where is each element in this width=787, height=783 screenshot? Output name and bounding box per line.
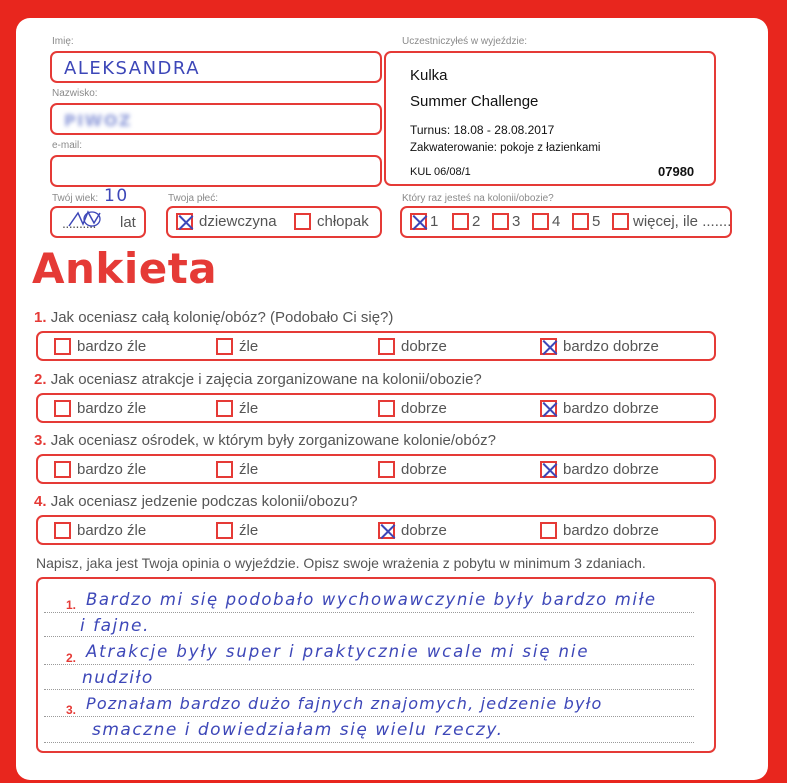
times-field (400, 206, 732, 238)
survey-title: Ankieta (32, 244, 218, 293)
ruled-line (44, 742, 694, 743)
surname-field[interactable] (50, 103, 382, 135)
q4-checkbox-1[interactable] (54, 522, 71, 539)
name-field[interactable] (50, 51, 382, 83)
question-2-text: Jak oceniasz atrakcje i zajęcia zorganizowane na kolonii/obozie? (50, 371, 482, 388)
ruled-line (44, 612, 694, 613)
question-1-number: 1. (34, 309, 47, 326)
opinion-line-4: nudziło (82, 668, 154, 688)
age-scribble (66, 208, 106, 235)
q4-option-2[interactable] (216, 522, 258, 539)
question-4-answers (36, 515, 716, 545)
q1-option-1[interactable] (54, 338, 146, 355)
opinion-line-2: i fajne. (80, 616, 150, 636)
checkbox-times-3[interactable] (492, 213, 509, 230)
q2-checkbox-3[interactable] (378, 400, 395, 417)
gender-label: Twoja płeć: (168, 193, 219, 204)
q3-option-4-label: bardzo dobrze (563, 461, 659, 478)
name-label: Imię: (52, 36, 74, 47)
question-4-text: Jak oceniasz jedzenie podczas kolonii/obozu? (50, 493, 358, 510)
name-value: ALEKSANDRA (64, 58, 201, 79)
trip-accommodation: Zakwaterowanie: pokoje z łazienkami (410, 142, 601, 154)
ruled-line (44, 716, 694, 717)
question-1-text: Jak oceniasz całą kolonię/obóz? (Podobało Ci się?) (50, 309, 394, 326)
times-option-2[interactable] (452, 213, 480, 230)
opinion-line-6: smaczne i dowiedziałam się wielu rzeczy. (92, 720, 504, 740)
times-option-2-label: 2 (472, 213, 481, 230)
times-option-1-label: 1 (430, 213, 439, 230)
q3-option-1[interactable] (54, 461, 146, 478)
q1-option-1-label: bardzo źle (77, 338, 147, 355)
opinion-line-3: Atrakcje były super i praktycznie wcale mi się nie (86, 642, 590, 661)
q1-option-3[interactable] (378, 338, 447, 355)
trip-code: KUL 06/08/1 (410, 166, 471, 178)
question-3-number: 3. (34, 432, 47, 449)
ruled-line (44, 636, 694, 637)
q4-option-1-label: bardzo źle (77, 522, 147, 539)
gender-option-girl-label: dziewczyna (199, 213, 277, 230)
checkbox-times-1[interactable] (410, 213, 427, 230)
q2-checkbox-4[interactable] (540, 400, 557, 417)
q2-option-2[interactable] (216, 400, 258, 417)
times-option-5-label: 5 (592, 213, 601, 230)
q1-checkbox-3[interactable] (378, 338, 395, 355)
q4-checkbox-3[interactable] (378, 522, 395, 539)
question-2-answers (36, 393, 716, 423)
surname-value: PIWOZ (64, 111, 133, 130)
q2-option-1[interactable] (54, 400, 146, 417)
age-suffix: lat (120, 214, 136, 231)
times-label: Który raz jesteś na kolonii/obozie? (402, 193, 554, 204)
question-3 (34, 432, 496, 449)
question-3-answers (36, 454, 716, 484)
q1-option-4-label: bardzo dobrze (563, 338, 659, 355)
q3-checkbox-2[interactable] (216, 461, 233, 478)
times-option-4-label: 4 (552, 213, 561, 230)
gender-option-boy[interactable] (294, 213, 369, 230)
q4-option-3-label: dobrze (401, 522, 447, 539)
gender-option-boy-label: chłopak (317, 213, 369, 230)
trip-number: 07980 (658, 164, 695, 179)
age-label: Twój wiek: (52, 193, 99, 204)
q4-option-1[interactable] (54, 522, 146, 539)
q4-checkbox-4[interactable] (540, 522, 557, 539)
q1-checkbox-4[interactable] (540, 338, 557, 355)
checkbox-girl[interactable] (176, 213, 193, 230)
age-dots: .......... (62, 215, 96, 231)
opinion-number-2: 2. (66, 651, 77, 665)
q4-option-3[interactable] (378, 522, 447, 539)
checkbox-times-2[interactable] (452, 213, 469, 230)
trip-label: Uczestniczyłeś w wyjeździe: (402, 36, 528, 47)
age-field[interactable] (50, 206, 146, 238)
question-4 (34, 493, 358, 510)
q2-checkbox-1[interactable] (54, 400, 71, 417)
question-4-number: 4. (34, 493, 47, 510)
opinion-number-1: 1. (66, 598, 77, 612)
opinion-number-3: 3. (66, 703, 77, 717)
q3-option-3[interactable] (378, 461, 447, 478)
times-option-3[interactable] (492, 213, 520, 230)
question-1 (34, 309, 393, 326)
q2-option-4[interactable] (540, 400, 659, 417)
checkbox-times-more[interactable] (612, 213, 629, 230)
opinion-line-5: Poznałam bardzo dużo fajnych znajomych, jedzenie było (86, 694, 603, 713)
q4-checkbox-2[interactable] (216, 522, 233, 539)
question-1-answers (36, 331, 716, 361)
q1-checkbox-1[interactable] (54, 338, 71, 355)
email-field[interactable] (50, 155, 382, 187)
q1-option-4[interactable] (540, 338, 659, 355)
trip-line2: Summer Challenge (410, 93, 539, 110)
q2-checkbox-2[interactable] (216, 400, 233, 417)
q3-checkbox-4[interactable] (540, 461, 557, 478)
q2-option-4-label: bardzo dobrze (563, 400, 659, 417)
times-option-4[interactable] (532, 213, 560, 230)
question-3-text: Jak oceniasz ośrodek, w którym były zorganizowane kolonie/obóz? (50, 432, 496, 449)
q2-option-3-label: dobrze (401, 400, 447, 417)
gender-option-girl[interactable] (176, 213, 277, 230)
q1-option-2-label: źle (239, 338, 259, 355)
checkbox-times-5[interactable] (572, 213, 589, 230)
checkbox-boy[interactable] (294, 213, 311, 230)
q3-option-2-label: źle (239, 461, 259, 478)
q2-option-3[interactable] (378, 400, 447, 417)
age-value: 10 (104, 186, 129, 206)
times-option-more-label: więcej, ile ....... (633, 213, 732, 230)
ruled-line (44, 689, 694, 690)
q4-option-4-label: bardzo dobrze (563, 522, 659, 539)
gender-field (166, 206, 382, 238)
opinion-prompt: Napisz, jaka jest Twoja opinia o wyjeździe. Opisz swoje wrażenia z pobytu w minimum 3 zdaniach. (36, 555, 646, 571)
times-option-more[interactable] (612, 213, 731, 230)
checkbox-times-4[interactable] (532, 213, 549, 230)
q3-checkbox-1[interactable] (54, 461, 71, 478)
q2-option-1-label: bardzo źle (77, 400, 147, 417)
times-option-5[interactable] (572, 213, 600, 230)
email-label: e-mail: (52, 140, 83, 151)
q4-option-2-label: źle (239, 522, 259, 539)
question-2-number: 2. (34, 371, 47, 388)
q3-checkbox-3[interactable] (378, 461, 395, 478)
trip-turnus: Turnus: 18.08 - 28.08.2017 (410, 123, 555, 137)
q3-option-2[interactable] (216, 461, 258, 478)
q2-option-2-label: źle (239, 400, 259, 417)
opinion-line-1: Bardzo mi się podobało wychowawczynie były bardzo miłe (86, 590, 657, 609)
surname-label: Nazwisko: (52, 88, 98, 99)
q3-option-3-label: dobrze (401, 461, 447, 478)
trip-line1: Kulka (410, 67, 448, 84)
times-option-1[interactable] (410, 213, 438, 230)
times-option-3-label: 3 (512, 213, 521, 230)
q3-option-4[interactable] (540, 461, 659, 478)
q1-option-2[interactable] (216, 338, 258, 355)
ruled-line (44, 664, 694, 665)
trip-info-box (384, 51, 716, 186)
question-2 (34, 371, 482, 388)
q1-option-3-label: dobrze (401, 338, 447, 355)
q4-option-4[interactable] (540, 522, 659, 539)
q3-option-1-label: bardzo źle (77, 461, 147, 478)
q1-checkbox-2[interactable] (216, 338, 233, 355)
